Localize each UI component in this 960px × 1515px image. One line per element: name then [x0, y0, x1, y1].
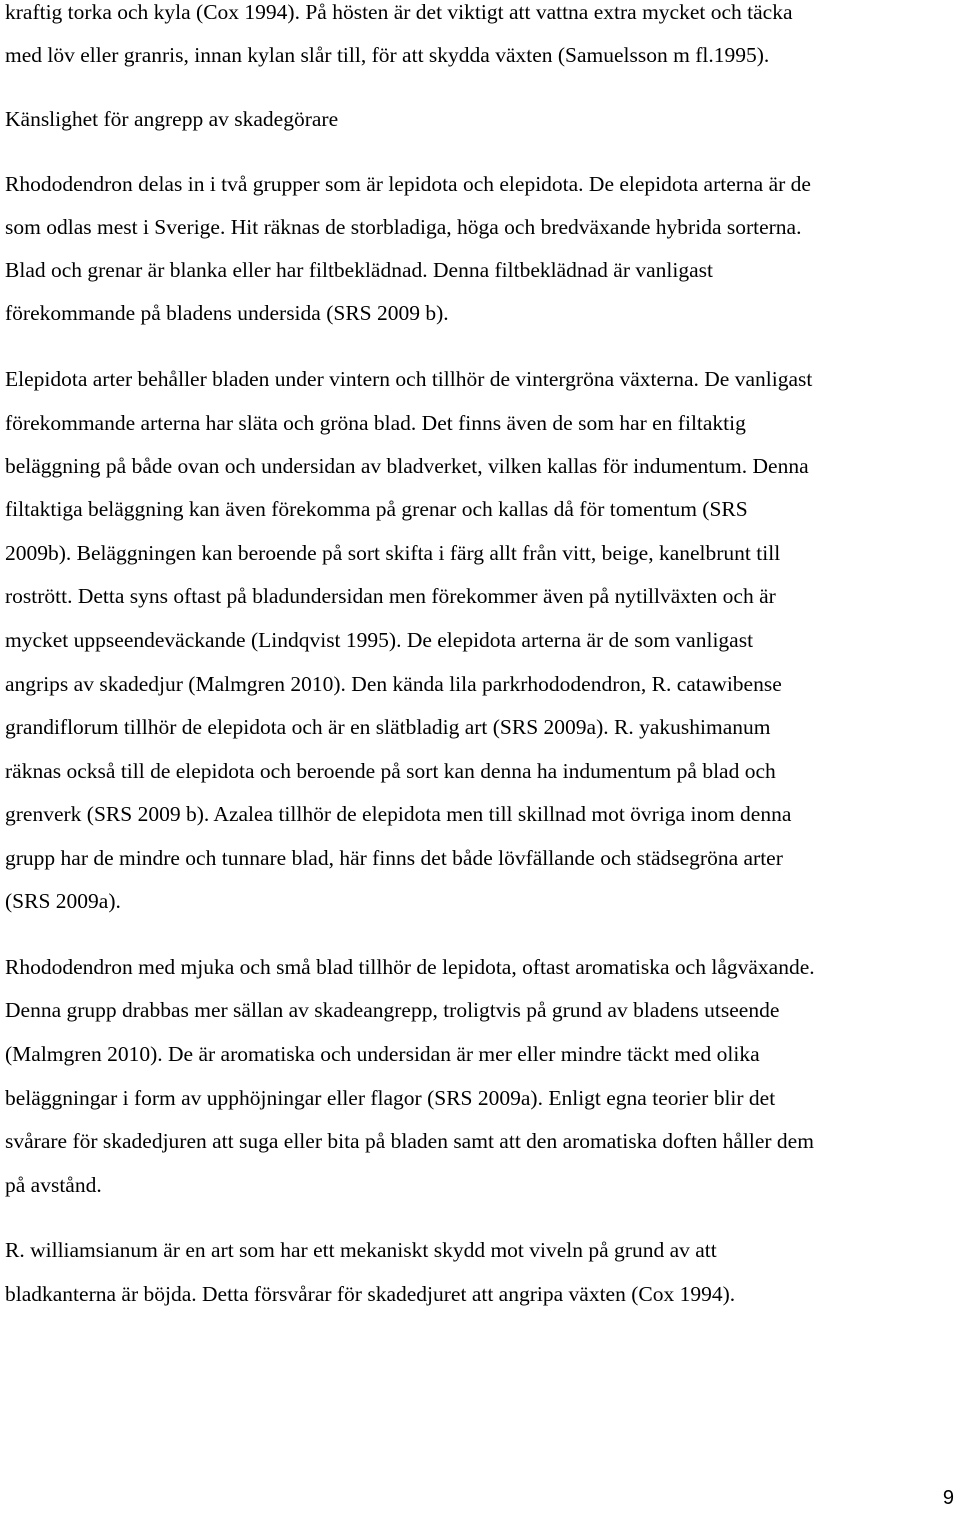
paragraph-4-line: R. williamsianum är en art som har ett mekaniskt skydd mot viveln på grund av att: [5, 1238, 717, 1262]
paragraph-3-line: beläggningar i form av upphöjningar eller flagor (SRS 2009a). Enligt egna teorier blir det: [5, 1086, 776, 1110]
paragraph-2-line: filtaktiga beläggning kan även förekomma på grenar och kallas då för tomentum (SRS: [5, 497, 748, 521]
paragraph-2-line: Elepidota arter behåller bladen under vintern och tillhör de vintergröna växterna. De vanligast: [5, 367, 813, 391]
section-heading: Känslighet för angrepp av skadegörare: [5, 107, 339, 131]
paragraph-2-line: 2009b). Beläggningen kan beroende på sort skifta i färg allt från vitt, beige, kanelbrunt till: [5, 541, 781, 565]
paragraph-2-line: grandiflorum tillhör de elepidota och är en slätbladig art (SRS 2009a). R. yakushimanum: [5, 715, 771, 739]
paragraph-3-line: Denna grupp drabbas mer sällan av skadeangrepp, troligtvis på grund av bladens utseende: [5, 998, 780, 1022]
paragraph-2-line: rostrött. Detta syns oftast på bladundersidan men förekommer även på nytillväxten och är: [5, 584, 776, 608]
paragraph-2-line: räknas också till de elepidota och beroende på sort kan denna ha indumentum på blad och: [5, 759, 776, 783]
paragraph-2-line: grenverk (SRS 2009 b). Azalea tillhör de elepidota men till skillnad mot övriga inom denna: [5, 802, 792, 826]
paragraph-3-line: på avstånd.: [5, 1173, 102, 1197]
paragraph-1-line: som odlas mest i Sverige. Hit räknas de storbladiga, höga och bredväxande hybrida sorterna.: [5, 215, 802, 239]
paragraph-3-line: Rhododendron med mjuka och små blad tillhör de lepidota, oftast aromatiska och lågväxande.: [5, 955, 815, 979]
paragraph-1-line: förekommande på bladens undersida (SRS 2009 b).: [5, 301, 449, 325]
paragraph-3-line: (Malmgren 2010). De är aromatiska och undersidan är mer eller mindre täckt med olika: [5, 1042, 760, 1066]
intro-line: kraftig torka och kyla (Cox 1994). På hösten är det viktigt att vattna extra mycket och täcka: [5, 0, 793, 24]
paragraph-2-line: grupp har de mindre och tunnare blad, här finns det både lövfällande och städsegröna arter: [5, 846, 783, 870]
paragraph-1-line: Blad och grenar är blanka eller har filtbeklädnad. Denna filtbeklädnad är vanligast: [5, 258, 714, 282]
paragraph-3-line: svårare för skadedjuren att suga eller bita på bladen samt att den aromatiska doften håller dem: [5, 1129, 814, 1153]
paragraph-2-line: förekommande arterna har släta och gröna blad. Det finns även de som har en filtaktig: [5, 411, 746, 435]
paragraph-4-line: bladkanterna är böjda. Detta försvårar för skadedjuret att angripa växten (Cox 1994).: [5, 1282, 736, 1306]
intro-line: med löv eller granris, innan kylan slår till, för att skydda växten (Samuelsson m fl.1995).: [5, 43, 770, 67]
paragraph-2-line: mycket uppseendeväckande (Lindqvist 1995). De elepidota arterna är de som vanligast: [5, 628, 754, 652]
paragraph-2-line: beläggning på både ovan och undersidan av bladverket, vilken kallas för indumentum. Denna: [5, 454, 809, 478]
paragraph-2-line: angrips av skadedjur (Malmgren 2010). Den kända lila parkrhododendron, R. catawibense: [5, 672, 782, 696]
paragraph-2-line: (SRS 2009a).: [5, 889, 121, 913]
paragraph-1-line: Rhododendron delas in i två grupper som är lepidota och elepidota. De elepidota arterna är de: [5, 172, 811, 196]
page-number: 9: [942, 1487, 954, 1509]
